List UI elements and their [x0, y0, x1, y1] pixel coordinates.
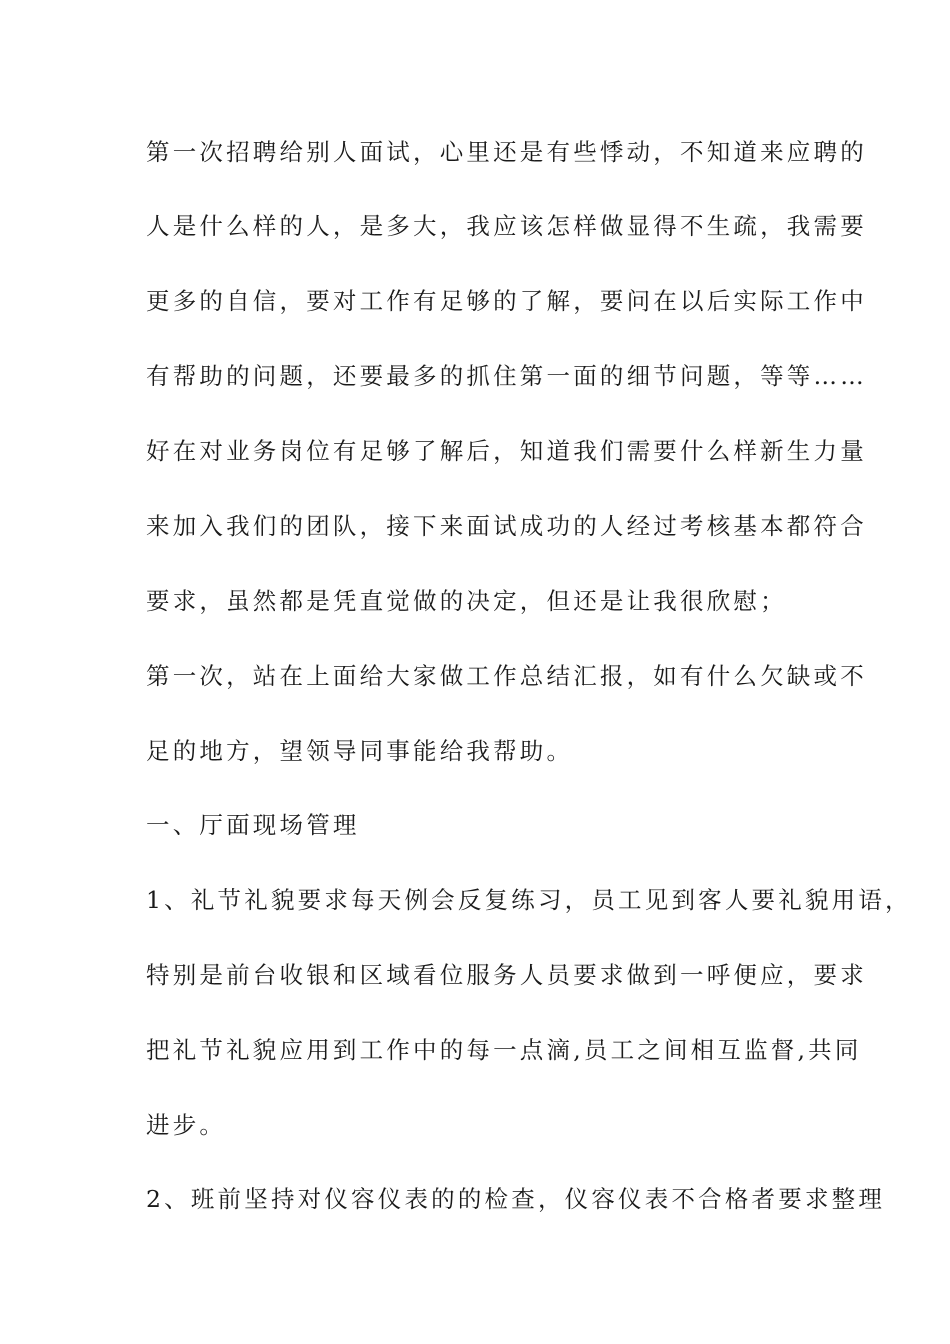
paragraph-line: 第一次招聘给别人面试，心里还是有些悸动，不知道来应聘的 — [146, 138, 867, 166]
paragraph-line: 人是什么样的人，是多大，我应该怎样做显得不生疏，我需要 — [146, 212, 867, 240]
paragraph-line: 1、礼节礼貌要求每天例会反复练习，员工见到客人要礼貌用语， — [146, 886, 912, 914]
paragraph-line: 有帮助的问题，还要最多的抓住第一面的细节问题，等等…… — [146, 362, 867, 390]
paragraph-line: 要求，虽然都是凭直觉做的决定，但还是让我很欣慰； — [146, 587, 787, 615]
paragraph-line: 把礼节礼貌应用到工作中的每一点滴,员工之间相互监督,共同 — [146, 1036, 862, 1064]
paragraph-line: 进步。 — [146, 1111, 227, 1139]
paragraph-line: 特别是前台收银和区域看位服务人员要求做到一呼便应，要求 — [146, 961, 867, 989]
paragraph-line: 第一次，站在上面给大家做工作总结汇报，如有什么欠缺或不 — [146, 662, 867, 690]
paragraph-line: 更多的自信，要对工作有足够的了解，要问在以后实际工作中 — [146, 287, 867, 315]
section-heading: 一、厅面现场管理 — [146, 811, 360, 839]
paragraph-line: 来加入我们的团队，接下来面试成功的人经过考核基本都符合 — [146, 512, 867, 540]
paragraph-line: 好在对业务岗位有足够了解后，知道我们需要什么样新生力量 — [146, 437, 867, 465]
paragraph-line: 足的地方，望领导同事能给我帮助。 — [146, 737, 574, 765]
paragraph-line: 2、班前坚持对仪容仪表的的检查，仪容仪表不合格者要求整理 — [146, 1185, 886, 1213]
